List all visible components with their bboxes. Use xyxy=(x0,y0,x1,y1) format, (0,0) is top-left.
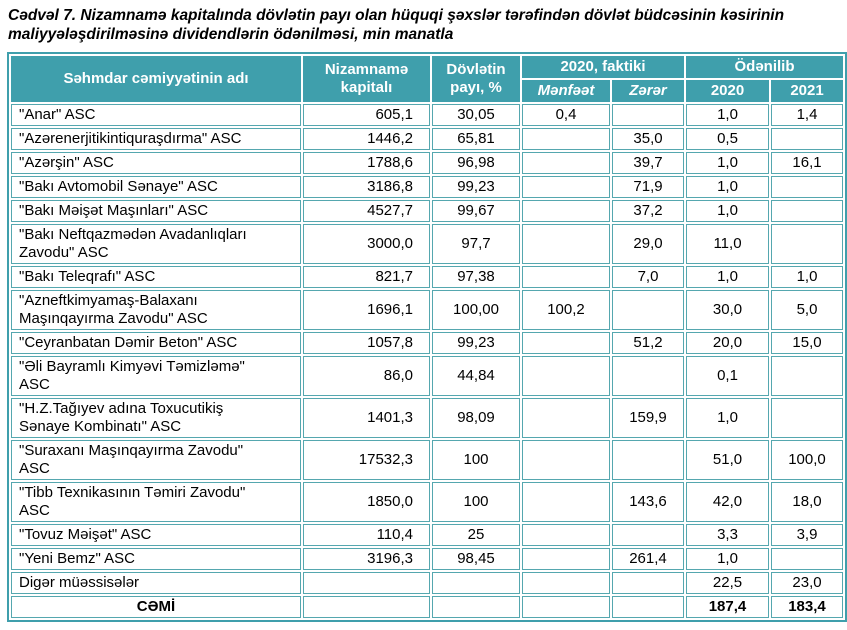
cell-paid-2021: 1,0 xyxy=(771,266,843,288)
total-paid-2021: 183,4 xyxy=(771,596,843,618)
cell-capital: 605,1 xyxy=(303,104,430,126)
cell-share: 100,00 xyxy=(432,290,520,330)
table-row xyxy=(11,176,843,198)
cell-paid-2020: 42,0 xyxy=(686,482,769,522)
cell-share: 99,23 xyxy=(432,176,520,198)
header-company: Səhmdar cəmiyyətinin adı xyxy=(11,56,301,102)
table-row xyxy=(11,266,843,288)
cell-paid-2020: 1,0 xyxy=(686,548,769,570)
cell-loss: 159,9 xyxy=(612,398,684,438)
cell-paid-2020: 11,0 xyxy=(686,224,769,264)
cell-profit xyxy=(522,224,610,264)
cell-profit xyxy=(522,572,610,594)
table-row xyxy=(11,152,843,174)
cell-capital: 110,4 xyxy=(303,524,430,546)
cell-loss xyxy=(612,524,684,546)
cell-capital: 3186,8 xyxy=(303,176,430,198)
total-share xyxy=(432,596,520,618)
cell-loss xyxy=(612,356,684,396)
header-capital: Nizamnamə kapitalı xyxy=(303,56,430,102)
cell-profit xyxy=(522,482,610,522)
cell-company: "Bakı Məişət Maşınları" ASC xyxy=(11,200,301,222)
cell-capital: 1057,8 xyxy=(303,332,430,354)
cell-paid-2020: 0,1 xyxy=(686,356,769,396)
cell-paid-2020: 22,5 xyxy=(686,572,769,594)
cell-share: 98,45 xyxy=(432,548,520,570)
cell-share: 44,84 xyxy=(432,356,520,396)
cell-paid-2021 xyxy=(771,224,843,264)
cell-paid-2021: 1,4 xyxy=(771,104,843,126)
cell-share: 97,7 xyxy=(432,224,520,264)
cell-paid-2020: 30,0 xyxy=(686,290,769,330)
cell-paid-2021 xyxy=(771,398,843,438)
cell-capital: 4527,7 xyxy=(303,200,430,222)
cell-loss xyxy=(612,290,684,330)
cell-company: "Azərşin" ASC xyxy=(11,152,301,174)
table-row xyxy=(11,524,843,546)
header-paid-2020: 2020 xyxy=(686,80,769,102)
cell-company: "Tibb Texnikasının Təmiri Zavodu" ASC xyxy=(11,482,301,522)
cell-capital: 1696,1 xyxy=(303,290,430,330)
total-paid-2020: 187,4 xyxy=(686,596,769,618)
cell-share: 65,81 xyxy=(432,128,520,150)
cell-paid-2021: 5,0 xyxy=(771,290,843,330)
cell-paid-2020: 1,0 xyxy=(686,200,769,222)
cell-loss: 261,4 xyxy=(612,548,684,570)
cell-profit xyxy=(522,548,610,570)
cell-paid-2020: 20,0 xyxy=(686,332,769,354)
table-header xyxy=(11,56,843,102)
header-paid-group: Ödənilib xyxy=(686,56,843,78)
total-loss xyxy=(612,596,684,618)
cell-capital: 3196,3 xyxy=(303,548,430,570)
cell-paid-2021 xyxy=(771,548,843,570)
cell-share xyxy=(432,572,520,594)
cell-capital: 86,0 xyxy=(303,356,430,396)
table-row xyxy=(11,290,843,330)
cell-share: 97,38 xyxy=(432,266,520,288)
cell-paid-2020: 3,3 xyxy=(686,524,769,546)
cell-company: "Əli Bayramlı Kimyəvi Təmizləmə" ASC xyxy=(11,356,301,396)
cell-paid-2020: 1,0 xyxy=(686,266,769,288)
cell-profit xyxy=(522,524,610,546)
cell-profit xyxy=(522,332,610,354)
cell-capital xyxy=(303,572,430,594)
cell-capital: 1788,6 xyxy=(303,152,430,174)
cell-share: 99,23 xyxy=(432,332,520,354)
header-state-share: Dövlətin payı, % xyxy=(432,56,520,102)
cell-loss xyxy=(612,440,684,480)
cell-paid-2021: 15,0 xyxy=(771,332,843,354)
table-row xyxy=(11,224,843,264)
cell-profit xyxy=(522,176,610,198)
cell-paid-2021: 18,0 xyxy=(771,482,843,522)
cell-loss: 7,0 xyxy=(612,266,684,288)
cell-company: "Anar" ASC xyxy=(11,104,301,126)
cell-profit xyxy=(522,200,610,222)
cell-company: "Tovuz Məişət" ASC xyxy=(11,524,301,546)
cell-company: "Bakı Teleqrafı" ASC xyxy=(11,266,301,288)
cell-paid-2021: 23,0 xyxy=(771,572,843,594)
cell-profit xyxy=(522,440,610,480)
cell-profit xyxy=(522,266,610,288)
cell-capital: 17532,3 xyxy=(303,440,430,480)
cell-paid-2020: 1,0 xyxy=(686,152,769,174)
header-fact-2020-group: 2020, faktiki xyxy=(522,56,684,78)
cell-capital: 1446,2 xyxy=(303,128,430,150)
cell-loss: 51,2 xyxy=(612,332,684,354)
total-profit xyxy=(522,596,610,618)
cell-company: "Bakı Avtomobil Sənaye" ASC xyxy=(11,176,301,198)
cell-paid-2020: 0,5 xyxy=(686,128,769,150)
cell-profit xyxy=(522,356,610,396)
cell-capital: 1850,0 xyxy=(303,482,430,522)
cell-paid-2021 xyxy=(771,176,843,198)
cell-paid-2021 xyxy=(771,200,843,222)
table-row xyxy=(11,440,843,480)
cell-paid-2020: 1,0 xyxy=(686,398,769,438)
cell-paid-2020: 1,0 xyxy=(686,176,769,198)
cell-share: 99,67 xyxy=(432,200,520,222)
cell-share: 100 xyxy=(432,440,520,480)
cell-company: "Azərenerjitikintiquraşdırma" ASC xyxy=(11,128,301,150)
cell-share: 100 xyxy=(432,482,520,522)
cell-capital: 1401,3 xyxy=(303,398,430,438)
header-loss: Zərər xyxy=(612,80,684,102)
cell-loss: 29,0 xyxy=(612,224,684,264)
header-row-1 xyxy=(11,56,843,78)
table-caption: Cədvəl 7. Nizamnamə kapitalında dövlətin payı olan hüquqi şəxslər tərəfindən dövlət büdcəsinin kəsirinin maliyyələşdirilməsinə dividendlərin ödənilməsi, min manatla xyxy=(8,7,785,44)
cell-profit xyxy=(522,152,610,174)
cell-loss xyxy=(612,104,684,126)
cell-paid-2021 xyxy=(771,356,843,396)
total-row xyxy=(11,596,843,618)
cell-paid-2021 xyxy=(771,128,843,150)
cell-company: "Ceyranbatan Dəmir Beton" ASC xyxy=(11,332,301,354)
cell-share: 25 xyxy=(432,524,520,546)
cell-capital: 3000,0 xyxy=(303,224,430,264)
cell-loss: 71,9 xyxy=(612,176,684,198)
table-row xyxy=(11,200,843,222)
total-label: CƏMİ xyxy=(11,596,301,618)
cell-share: 96,98 xyxy=(432,152,520,174)
cell-paid-2021: 16,1 xyxy=(771,152,843,174)
cell-loss xyxy=(612,572,684,594)
table-row xyxy=(11,548,843,570)
header-profit: Mənfəət xyxy=(522,80,610,102)
cell-paid-2021: 100,0 xyxy=(771,440,843,480)
cell-paid-2020: 51,0 xyxy=(686,440,769,480)
cell-loss: 35,0 xyxy=(612,128,684,150)
table-row xyxy=(11,398,843,438)
cell-profit: 100,2 xyxy=(522,290,610,330)
cell-paid-2021: 3,9 xyxy=(771,524,843,546)
cell-profit: 0,4 xyxy=(522,104,610,126)
dividends-table xyxy=(7,52,847,622)
cell-loss: 37,2 xyxy=(612,200,684,222)
cell-paid-2020: 1,0 xyxy=(686,104,769,126)
cell-share: 98,09 xyxy=(432,398,520,438)
cell-company: "H.Z.Tağıyev adına Toxucutikiş Sənaye Kombinatı" ASC xyxy=(11,398,301,438)
cell-company: "Suraxanı Maşınqayırma Zavodu" ASC xyxy=(11,440,301,480)
table-row xyxy=(11,572,843,594)
cell-company: Digər müəssisələr xyxy=(11,572,301,594)
table-row xyxy=(11,332,843,354)
cell-capital: 821,7 xyxy=(303,266,430,288)
table-row xyxy=(11,128,843,150)
header-paid-2021: 2021 xyxy=(771,80,843,102)
table-row xyxy=(11,482,843,522)
table-row xyxy=(11,356,843,396)
total-capital xyxy=(303,596,430,618)
cell-company: "Yeni Bemz" ASC xyxy=(11,548,301,570)
cell-loss: 39,7 xyxy=(612,152,684,174)
cell-company: "Azneftkimyamaş-Balaxanı Maşınqayırma Zavodu" ASC xyxy=(11,290,301,330)
cell-share: 30,05 xyxy=(432,104,520,126)
cell-profit xyxy=(522,128,610,150)
table-body xyxy=(11,104,843,618)
cell-company: "Bakı Neftqazmədən Avadanlıqları Zavodu" ASC xyxy=(11,224,301,264)
table-row xyxy=(11,104,843,126)
cell-loss: 143,6 xyxy=(612,482,684,522)
cell-profit xyxy=(522,398,610,438)
